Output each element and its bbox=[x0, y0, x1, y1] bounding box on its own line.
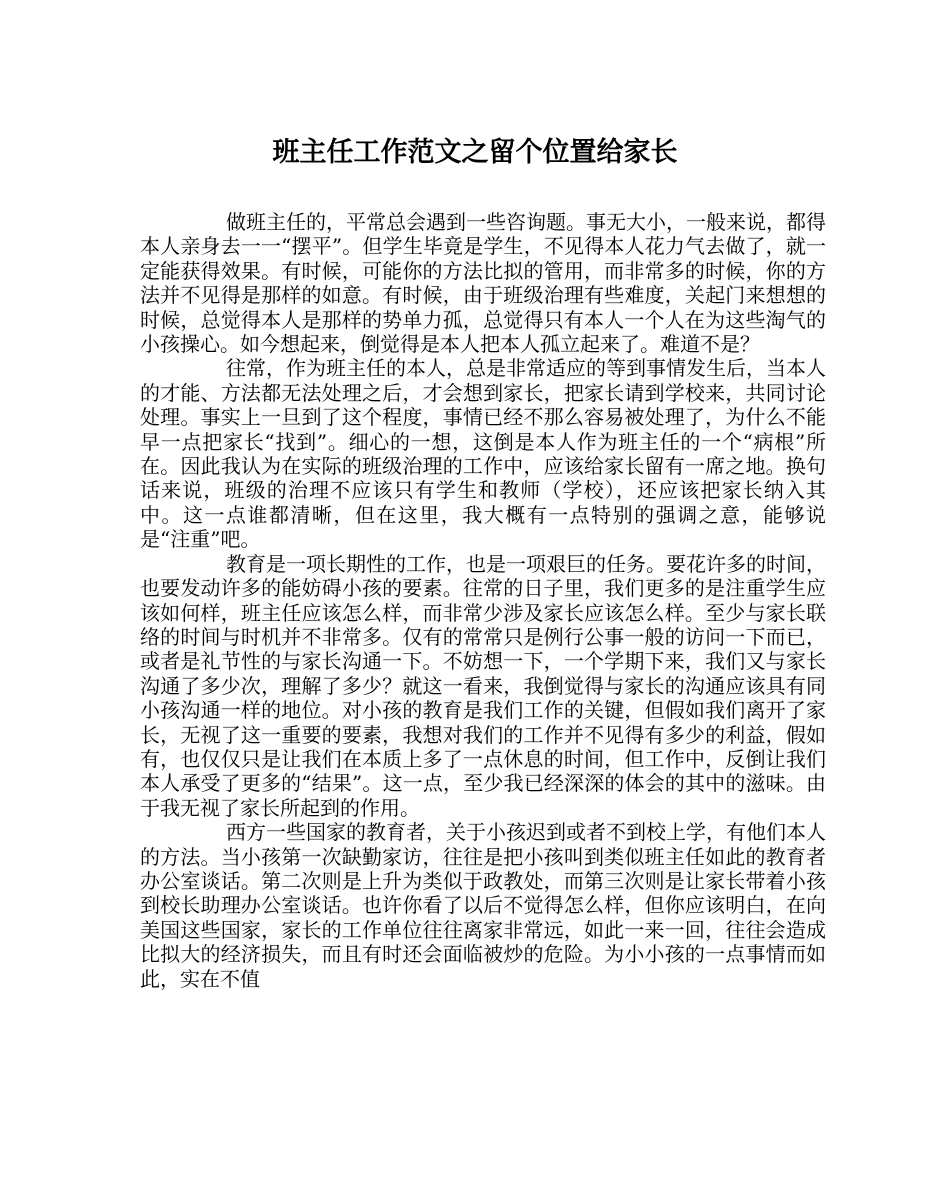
document-title: 班主任工作范文之留个位置给家长 bbox=[272, 137, 678, 168]
paragraph-3: 教育是一项长期性的工作，也是一项艰巨的任务。要花许多的时间，也要发动许多的能妨碍小孩的要素。往常的日子里，我们更多的是注重学生应该如何样，班主任应该怎么样，而非常少涉及家长应该怎么样。至少与家长联络的时间与时机并不非常多。仅有的常常只是例行公事一般的访问一下而已，或者是礼节性的与家长沟通一下。不妨想一下，一个学期下来，我们又与家长沟通了多少次，理解了多少？就这一看来，我倒觉得与家长的沟通应该具有同小孩沟通一样的地位。对小孩的教育是我们工作的关键，但假如我们离开了家长，无视了这一重要的要素，我想对我们的工作并不见得有多少的利益，假如有，也仅仅只是让我们在本质上多了一点休息的时间，但工作中，反倒让我们本人承受了更多的“结果”。这一点，至少我已经深深的体会的其中的滋味。由于我无视了家长所起到的作用。 bbox=[140, 551, 826, 820]
paragraph-4: 西方一些国家的教育者，关于小孩迟到或者不到校上学，有他们本人的方法。当小孩第一次缺勤家访，往往是把小孩叫到类似班主任如此的教育者办公室谈话。第二次则是上升为类似于政教处，而第三次则是让家长带着小孩到校长助理办公室谈话。也许你看了以后不觉得怎么样，但你应该明白，在向美国这些国家，家长的工作单位往往离家非常远，如此一来一回，往往会造成比拟大的经济损失，而且有时还会面临被炒的危险。为小小孩的一点事情而如此，实在不值 bbox=[140, 820, 826, 991]
paragraph-1: 做班主任的，平常总会遇到一些咨询题。事无大小，一般来说，都得本人亲身去一一“摆平”。但学生毕竟是学生，不见得本人花力气去做了，就一定能获得效果。有时候，可能你的方法比拟的管用，而非常多的时候，你的方法并不见得是那样的如意。有时候，由于班级治理有些难度，关起门来想想的时候，总觉得本人是那样的势单力孤，总觉得只有本人一个人在为这些淘气的小孩操心。如今想起来，倒觉得是本人把本人孤立起来了。难道不是？ bbox=[140, 210, 826, 357]
paragraph-2: 往常，作为班主任的本人，总是非常适应的等到事情发生后，当本人的才能、方法都无法处理之后，才会想到家长，把家长请到学校来，共同讨论处理。事实上一旦到了这个程度，事情已经不那么容易被处理了，为什么不能早一点把家长“找到”。细心的一想，这倒是本人作为班主任的一个“病根”所在。因此我认为在实际的班级治理的工作中，应该给家长留有一席之地。换句话来说，班级的治理不应该只有学生和教师（学校），还应该把家长纳入其中。这一点谁都清晰，但在这里，我大概有一点特别的强调之意，能够说是“注重”吧。 bbox=[140, 356, 826, 552]
document-body bbox=[140, 210, 826, 991]
